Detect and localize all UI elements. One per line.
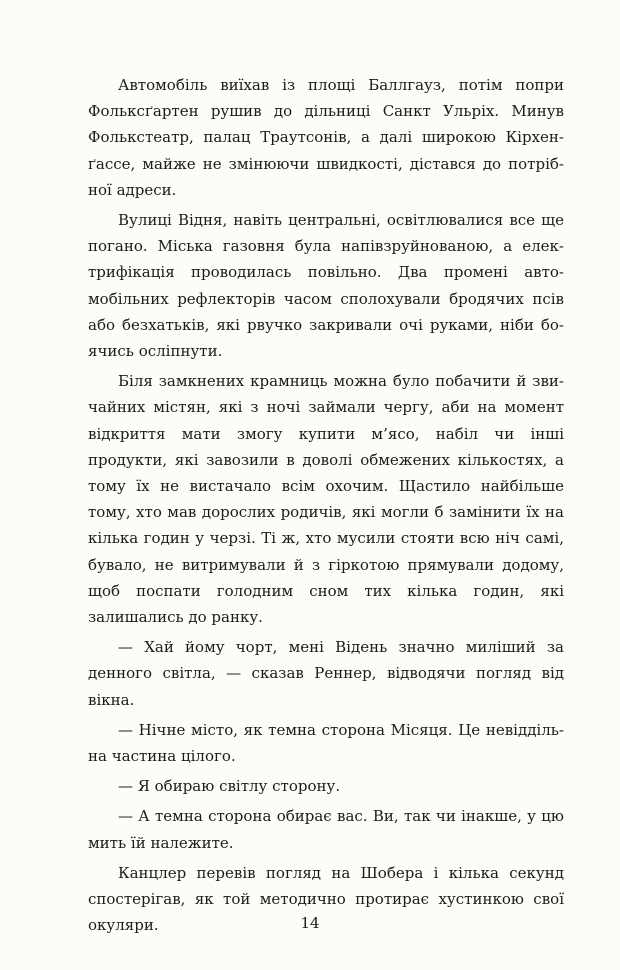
page-body	[88, 72, 564, 943]
paragraph: Біля замкнених крамниць можна було побачити й звичайних містян, які з ночі займали чергу, аби на момент відкриття мати змогу купити м’ясо, набіл чи інші продукти, які завозили в доволі обмежених кількостях, а тому їх не вистачало всім охочим. Щастило найбільше тому, хто мав дорослих родичів, які могли б замінити їх на кілька годин у черзі. Ті ж, хто мусили стояти всю ніч самі, бувало, не витримували й з гіркотою прямували додому, щоб поспати голодним сном тих кілька годин, які залишались до ранку.	[88, 372, 564, 627]
page-number: 14	[300, 914, 320, 932]
dialogue-line: — Хай йому чорт, мені Відень значно миліший за денного світла, — сказав Реннер, відводячи погляд від вікна.	[88, 638, 564, 709]
paragraph: Вулиці Відня, навіть центральні, освітлювалися все ще погано. Міська газовня була напівзруйнованою, а електрифікація проводилась повільно. Два промені автомобільних рефлекторів часом сполохували бродячих псів або безхатьків, які рвучко закривали очі руками, ніби боячись осліпнути.	[88, 211, 564, 361]
dialogue-line: — А темна сторона обирає вас. Ви, так чи інакше, у цю мить їй належите.	[88, 807, 564, 852]
dialogue-line: — Нічне місто, як темна сторона Місяця. Це невіддільна частина цілого.	[88, 720, 564, 766]
paragraph: Автомобіль виїхав із площі Баллгауз, потім попри Фольксґартен рушив до дільниці Санкт Ульріх. Минув Фолькстеатр, палац Траутсонів, а далі широкою Кірхенґассе, майже не змінюючи швидкості, дістався до потрібної адреси.	[88, 76, 564, 199]
paragraph: Канцлер перевів погляд на Шобера і кілька секунд спостерігав, як той методично протирає хустинкою свої окуляри.	[88, 863, 564, 935]
dialogue-line: — Я обираю світлу сторону.	[118, 777, 341, 796]
